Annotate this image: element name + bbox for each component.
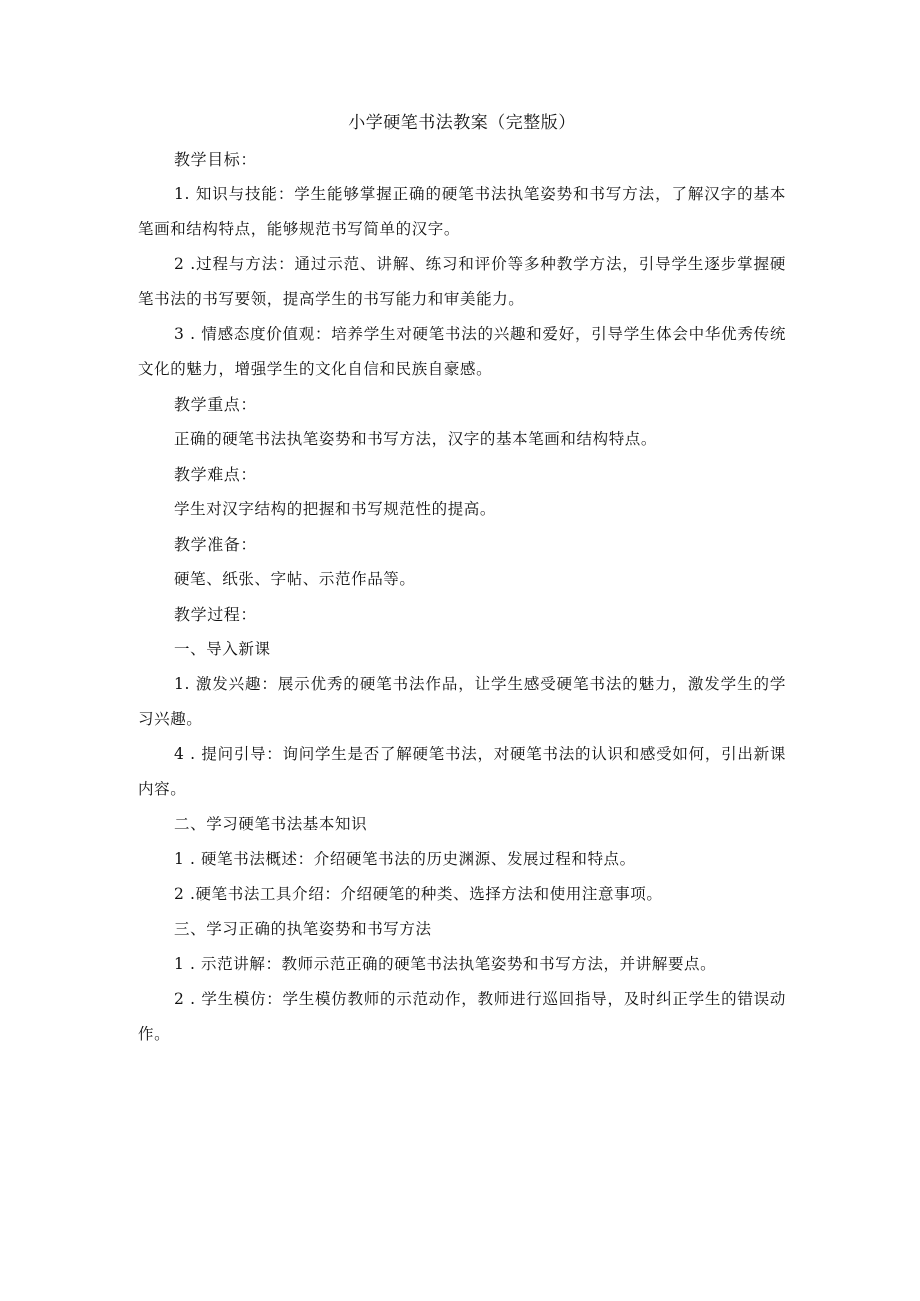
paragraph-imitation: 2 . 学生模仿：学生模仿教师的示范动作，教师进行巡回指导，及时纠正学生的错误动作。 — [138, 990, 786, 1043]
subheading-posture-method: 三、学习正确的执笔姿势和书写方法 — [174, 920, 432, 938]
section-heading-key-points: 教学重点： — [174, 395, 258, 414]
section-heading-process: 教学过程： — [174, 605, 258, 624]
subheading-basic-knowledge: 二、学习硬笔书法基本知识 — [174, 815, 368, 833]
paragraph-key-points: 正确的硬笔书法执笔姿势和书写方法，汉字的基本笔画和结构特点。 — [174, 430, 658, 448]
subheading-introduction: 一、导入新课 — [174, 640, 271, 658]
section-heading-preparation: 教学准备： — [174, 535, 258, 554]
paragraph-difficulties: 学生对汉字结构的把握和书写规范性的提高。 — [174, 500, 497, 518]
paragraph-knowledge-skills: 1. 知识与技能：学生能够掌握正确的硬笔书法执笔姿势和书写方法，了解汉字的基本笔画和结构特点，能够规范书写简单的汉字。 — [138, 185, 786, 238]
paragraph-stimulate-interest: 1. 激发兴趣：展示优秀的硬笔书法作品，让学生感受硬笔书法的魅力，激发学生的学习兴趣。 — [138, 675, 786, 728]
paragraph-overview: 1 . 硬笔书法概述：介绍硬笔书法的历史渊源、发展过程和特点。 — [174, 850, 636, 868]
paragraph-preparation: 硬笔、纸张、字帖、示范作品等。 — [174, 570, 416, 588]
paragraph-tools: 2 .硬笔书法工具介绍：介绍硬笔的种类、选择方法和使用注意事项。 — [174, 885, 663, 903]
paragraph-attitude-values: 3 . 情感态度价值观：培养学生对硬笔书法的兴趣和爱好，引导学生体会中华优秀传统文化的魅力，增强学生的文化自信和民族自豪感。 — [138, 325, 786, 378]
paragraph-process-method: 2 .过程与方法：通过示范、讲解、练习和评价等多种教学方法，引导学生逐步掌握硬笔书法的书写要领，提高学生的书写能力和审美能力。 — [138, 255, 786, 308]
section-heading-objectives: 教学目标： — [174, 150, 258, 169]
document-title: 小学硬笔书法教案（完整版） — [348, 113, 576, 133]
section-heading-difficulties: 教学难点： — [174, 465, 258, 484]
document-body — [138, 104, 786, 1052]
paragraph-question-guidance: 4 . 提问引导：询问学生是否了解硬笔书法，对硬笔书法的认识和感受如何，引出新课内容。 — [138, 745, 786, 798]
paragraph-demonstration: 1 . 示范讲解：教师示范正确的硬笔书法执笔姿势和书写方法，并讲解要点。 — [174, 955, 717, 973]
